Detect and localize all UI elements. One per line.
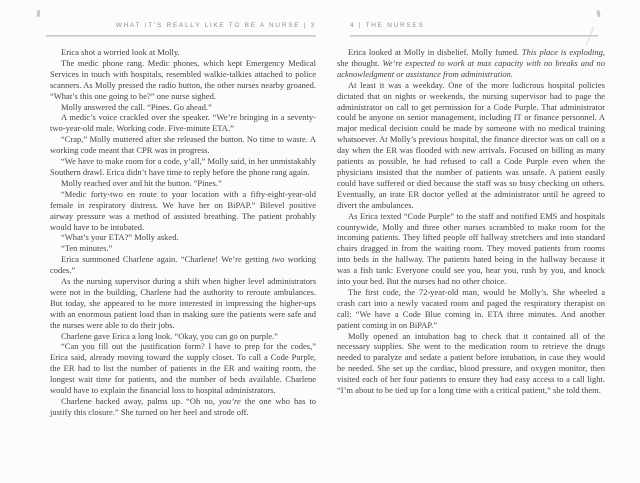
paragraph: As Erica texted “Code Purple” to the staff and notified EMS and hospitals countywide, Molly and three other nurses scrambled to make room for the incoming patients. They lifted people off hallway stretchers and into standard chairs dragged in from the waiting room. They moved patients from rooms into beds in the hallway. The patients hated being in the hallway because it was a fish tank: Everyone could see you, hear you, rush by you, and knock into your bed. But the nurses had no other choice. <box>337 210 605 287</box>
header-rule-right <box>350 35 598 37</box>
paragraph: “Crap,” Molly muttered after she released the button. No time to waste. A working code meant that CPR was in progress. <box>50 134 316 156</box>
paragraph: Molly answered the call. “Pines. Go ahead.” <box>61 101 212 112</box>
header-rule-left <box>46 35 316 37</box>
page-right <box>337 22 605 396</box>
paragraph: Erica shot a worried look at Molly. <box>61 47 180 57</box>
page-left-body <box>46 47 316 418</box>
paragraph: “Medic forty-two en route to your location with a fifty-eight-year-old female in respiratory distress. We have her on BiPAP.” Bilevel positive airway pressure was a method of assisted breathing. The patient probably would have to be intubated. <box>50 188 316 232</box>
paragraph: As the nursing supervisor during a shift when higher level administrators were not in the building, Charlene had the authority to reroute ambulances. But today, she appeared to be more interested in impressing the higher-ups with an enormous patient load than in making sure the patients were safe and the nurses were able to do their jobs. <box>50 276 316 330</box>
paragraph: Charlene backed away, palms up. “Oh no, you’re the one who has to justify this closure.” She turned on her heel and strode off. <box>50 396 316 417</box>
scan-artifact <box>37 10 41 17</box>
paragraph: Charlene gave Erica a long look. “Okay, you can go on purple.” <box>61 330 279 341</box>
paragraph: “We have to make room for a code, y’all,” Molly said, in her unmistakably Southern drawl. Erica didn’t have time to reply before the phone rang again. <box>50 156 316 177</box>
paragraph: “Ten minutes.” <box>61 243 113 254</box>
paragraph: The first code, the 72-year-old man, would be Molly’s. She wheeled a crash cart into a newly vacated room and paged the respiratory therapist on call: “We have a Code Blue coming in. ETA three minutes. And another patient coming in on BiPAP.” <box>337 286 605 330</box>
paragraph: “What’s your ETA?” Molly asked. <box>61 232 179 243</box>
paragraph: “Can you fill out the justification form? I have to prep for the codes,” Erica said, already moving toward the supply closet. To call a Code Purple, the ER had to list the number of patients in the ER and waiting room, the longest wait time for patients, and the number of beds available. Charlene would have to explain the financial loss to hospital administrators. <box>50 341 316 396</box>
running-header-right: 4 | THE NURSES <box>350 22 425 29</box>
page-left <box>46 22 316 418</box>
running-header-left: WHAT IT’S REALLY LIKE TO BE A NURSE | 3 <box>115 22 316 29</box>
page-right-body <box>337 47 605 396</box>
scan-artifact <box>596 10 600 17</box>
paragraph: The medic phone rang. Medic phones, which kept Emergency Medical Services in touch with hospitals, resembled walkie-talkies attached to police scanners. As Molly pressed the radio button, the other nurses nearby groaned. “What’s this one going to be?” one nurse sighed. <box>50 57 316 101</box>
paragraph: At least it was a weekday. One of the more ludicrous hospital policies dictated that on nights or weekends, the nursing supervisor had to page the administrator on call to get permission for a Code Purple. That administrator could be anyone on senior management, including IT or finance personnel. A major medical decision could be made by someone with no medical training whatsoever. At Molly’s previous hospital, the finance director was on call on a day when the ER was flooded with new arrivals. Focused on billing as many patients as possible, he had refused to call a Code Purple even when the physicians insisted that the number of patients was unsafe. A patient easily could have suffered or died because the staff was so busy checking on others. Eventually, an irate ER doctor yelled at the administrator until he agreed to divert the ambulances. <box>337 79 605 210</box>
paragraph: A medic’s voice crackled over the speaker. “We’re bringing in a seventy-two-year-old male. Working code. Five-minute ETA.” <box>50 112 316 134</box>
paragraph: Erica looked at Molly in disbelief. Molly fumed. This place is exploding, she thought. We’re expected to work at max capacity with no breaks and no acknowledgment or assistance from administration. <box>337 47 605 79</box>
paragraph: Erica summoned Charlene again. “Charlene! We’re getting two working codes.” <box>50 254 316 276</box>
paragraph: Molly opened an intubation bag to check that it contained all of the necessary supplies. She went to the medication room to retrieve the drugs needed to paralyze and sedate a patient before intubation, in case they would be needed. She set up the cardiac, blood pressure, and oxygen monitor, then visited each of her four patients to ensure they had easy access to a call light. “I’m about to be tied up for a long time with a critical patient,” she told them. <box>337 330 605 396</box>
paragraph: Molly reached over and hit the button. “Pines.” <box>61 177 222 188</box>
